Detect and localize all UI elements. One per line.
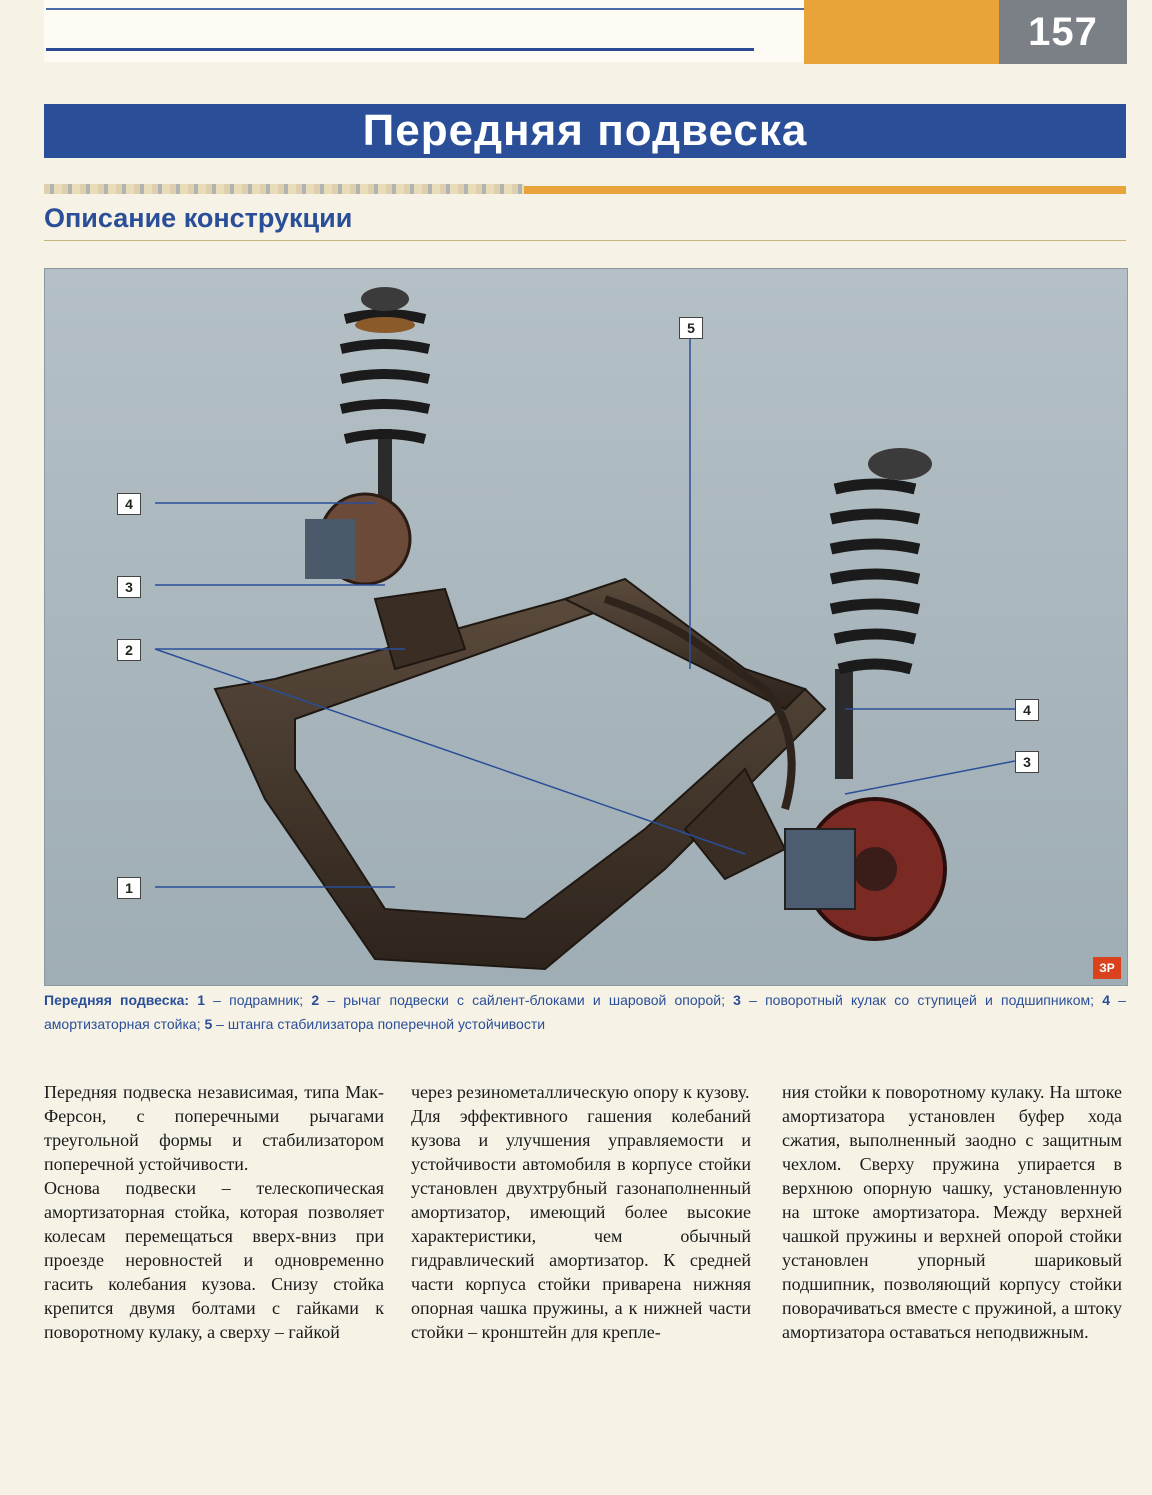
header-rule-thick — [46, 48, 754, 51]
page-number: 157 — [999, 0, 1127, 64]
decorative-stripe — [44, 184, 524, 194]
callout-2: 2 — [117, 639, 141, 661]
body-column-1 — [44, 1080, 384, 1344]
suspension-figure — [44, 268, 1128, 986]
suspension-illustration — [45, 269, 1127, 985]
caption-text: – амортизаторная стойка; — [44, 992, 1126, 1032]
paragraph: через резинометаллическую опору к кузову. — [411, 1082, 750, 1102]
caption-text: – подрамник; — [205, 992, 312, 1008]
paragraph: Передняя подвеска независимая, типа Мак-Ферсон, с поперечными рычагами треугольной формы и стабилизатором поперечной устойчивости. — [44, 1082, 384, 1174]
caption-num: 3 — [733, 992, 741, 1008]
caption-text: – рычаг подвески с сайлент-блоками и шаровой опорой; — [319, 992, 734, 1008]
caption-num: 4 — [1102, 992, 1110, 1008]
publisher-badge: ЗР — [1093, 957, 1121, 979]
callout-4-right: 4 — [1015, 699, 1039, 721]
caption-num: 5 — [204, 1016, 213, 1032]
caption-text: – штанга стабилизатора поперечной устойчивости — [212, 1016, 546, 1032]
paragraph: Для эффективного гашения колебаний кузова и улучшения управляемости и устойчивости автомобиля в корпусе стойки установлен двухтрубный газонаполненный амортизатор, имеющий более высокие характеристики, чем обычный гидравлический амортизатор. К средней части корпуса стойки приварена нижняя опорная чашка пружины, а к нижней части стойки – кронштейн для крепле- — [411, 1106, 751, 1342]
paragraph: Основа подвески – телескопическая амортизаторная стойка, которая позволяет колесам перемещаться вверх-вниз при проезде неровностей и одновременно гасить колебания кузова. Снизу стойка крепится двумя болтами с гайками к поворотному кулаку, а сверху – гайкой — [44, 1178, 384, 1342]
caption-text: – поворотный кулак со ступицей и подшипником; — [740, 992, 1103, 1008]
body-column-3 — [782, 1080, 1122, 1344]
figure-caption — [44, 988, 1126, 1036]
callout-1: 1 — [117, 877, 141, 899]
caption-num: 2 — [311, 992, 320, 1008]
section-title: Описание конструкции — [44, 203, 353, 233]
caption-lead: Передняя подвеска: 1 — [44, 992, 205, 1008]
callout-5: 5 — [679, 317, 703, 339]
page-title: Передняя подвеска — [44, 104, 1126, 158]
section-underline — [44, 240, 1126, 241]
callout-3-left: 3 — [117, 576, 141, 598]
callout-3-right: 3 — [1015, 751, 1039, 773]
header-accent-block — [804, 0, 999, 64]
section-accent-rule — [524, 186, 1126, 194]
callout-4-left: 4 — [117, 493, 141, 515]
body-column-2 — [411, 1080, 751, 1344]
paragraph: ния стойки к поворотному кулаку. На штоке амортизатора установлен буфер хода сжатия, выполненный заодно с защитным чехлом. Сверху пружина упирается в верхнюю опорную чашку, установленную на штоке амортизатора. Между верхней чашкой пружины и верхней опорой стойки установлен упорный шариковый подшипник, позволяющий корпусу стойки поворачиваться вместе с пружиной, а штоку амортизатора оставаться неподвижным. — [782, 1082, 1122, 1342]
